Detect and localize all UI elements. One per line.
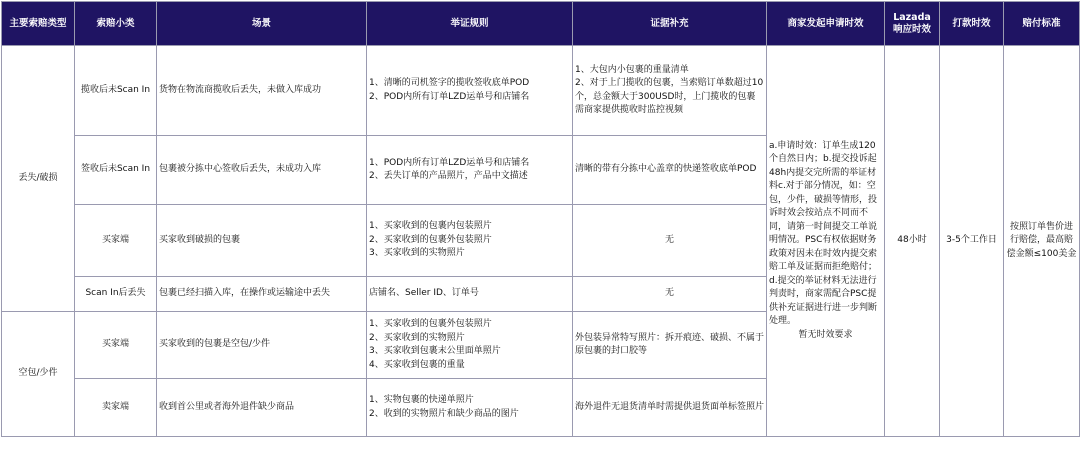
header-main-type: 主要索赔类型 — [2, 2, 75, 46]
evidence-line: 海外退件无退货清单时需提供退货面单标签照片 — [575, 401, 765, 412]
rule-line: 1、POD内所有订单LZD运单号和店铺名 — [369, 157, 530, 168]
evidence-cell — [573, 136, 767, 205]
rule-line: 1、买家收到的包裹外包装照片 — [369, 319, 492, 329]
subtype-cell: 卖家端 — [75, 379, 157, 437]
scene-cell: 买家收到破损的包裹 — [157, 205, 367, 277]
main-type-cell: 空包/少件 — [2, 312, 75, 437]
compensation-standard-text: 按照订单售价进行赔偿，最高赔偿金额≤100美金 — [1006, 221, 1077, 259]
rule-line: 3、买家收到包裹末公里面单照片 — [369, 346, 501, 356]
subtype-cell: Scan In后丢失 — [75, 277, 157, 312]
claims-table — [1, 1, 1080, 437]
evidence-line: 1、大包内小包裹的重量清单 — [575, 64, 689, 75]
scene-cell: 包裹已经扫描入库，在操作或运输途中丢失 — [157, 277, 367, 312]
evidence-line: 外包装异常特写照片：拆开痕迹、破损、不属于原包裹的封口胶等 — [575, 332, 765, 356]
header-payment-time: 打款时效 — [940, 2, 1004, 46]
rules-cell — [367, 136, 573, 205]
response-time-cell: 48小时 — [885, 46, 940, 437]
scene-cell: 买家收到的包裹是空包/少件 — [157, 312, 367, 379]
main-type-cell: 丢失/破损 — [2, 46, 75, 312]
compensation-standard-cell — [1004, 46, 1080, 437]
rule-line: 1、实物包裹的快递单照片 — [369, 395, 474, 405]
header-evidence: 证据补充 — [573, 2, 767, 46]
subtype-cell: 揽收后未Scan In — [75, 46, 157, 136]
rule-line: 3、买家收到的实物照片 — [369, 248, 465, 259]
rule-line: 2、POD内所有订单LZD运单号和店铺名 — [369, 91, 530, 102]
rules-cell — [367, 46, 573, 136]
subtype-cell: 签收后未Scan In — [75, 136, 157, 205]
rules-cell — [367, 312, 573, 379]
subtype-cell: 买家端 — [75, 312, 157, 379]
header-compensation-standard: 赔付标准 — [1004, 2, 1080, 46]
rule-line: 2、买家收到的包裹外包装照片 — [369, 234, 492, 245]
apply-deadline-cell — [767, 46, 885, 437]
evidence-cell — [573, 46, 767, 136]
evidence-cell — [573, 379, 767, 437]
evidence-line: 2、对于上门揽收的包裹，当索赔订单数超过10个，总金额大于300USD时，上门揽收的包裹需商家提供揽收时监控视频 — [575, 78, 764, 115]
header-row — [2, 2, 1080, 46]
rules-cell — [367, 205, 573, 277]
payment-time-cell: 3-5个工作日 — [940, 46, 1004, 437]
scene-cell: 收到首公里或者海外退件缺少商品 — [157, 379, 367, 437]
rules-cell — [367, 379, 573, 437]
evidence-line: 清晰的带有分拣中心盖章的快递签收底单POD — [575, 164, 757, 175]
scene-cell: 包裹被分拣中心签收后丢失，未成功入库 — [157, 136, 367, 205]
rules-cell: 店铺名、Seller ID、订单号 — [367, 277, 573, 312]
evidence-cell: 无 — [573, 205, 767, 277]
table-row — [2, 46, 1080, 136]
header-scene: 场景 — [157, 2, 367, 46]
rule-line: 2、收到的实物照片和缺少商品的图片 — [369, 408, 519, 419]
apply-deadline-note: 暂无时效要求 — [798, 329, 853, 340]
scene-cell: 货物在物流商揽收后丢失，未做入库成功 — [157, 46, 367, 136]
header-rules: 举证规则 — [367, 2, 573, 46]
rule-line: 4、买家收到包裹的重量 — [369, 359, 465, 370]
rule-line: 2、买家收到的实物照片 — [369, 332, 465, 343]
header-apply-deadline: 商家发起申请时效 — [767, 2, 885, 46]
header-response-time: Lazada 响应时效 — [885, 2, 940, 46]
rule-line: 1、买家收到的包裹内包装照片 — [369, 221, 492, 232]
rule-line: 2、丢失订单的产品照片，产品中文描述 — [369, 171, 528, 181]
rule-line: 1、清晰的司机签字的揽收签收底单POD — [369, 78, 530, 88]
header-subtype: 索赔小类 — [75, 2, 157, 46]
subtype-cell: 买家端 — [75, 205, 157, 277]
apply-deadline-text: a.申请时效：订单生成120个自然日内；b.提交投诉起48h内提交完所需的举证材料c.对于部分情况，如：空包，少件，破损等情形，投诉时效会按站点不同而不同，请第一时间提交工单说明情况。PSC有权依据财务政策对因未在时效内提交索赔工单及证据而拒绝赔付；d.提交的举证材料无法进行判责时，商家需配合PSC提供补充证据进行进一步判断处理。 — [769, 140, 878, 327]
evidence-cell: 无 — [573, 277, 767, 312]
evidence-cell — [573, 312, 767, 379]
